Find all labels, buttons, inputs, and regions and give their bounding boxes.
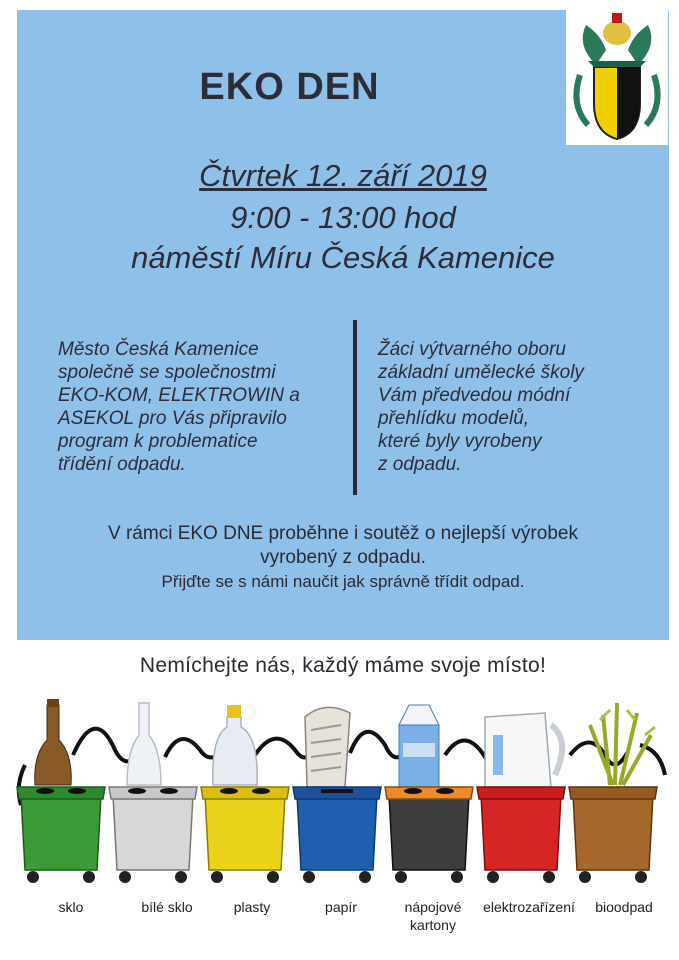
bin-label-bile-sklo: bílé sklo: [141, 899, 193, 915]
event-time: 9:00 - 13:00 hod: [230, 200, 456, 235]
bin-label-sklo: sklo: [58, 899, 84, 915]
organizer-line: Město Česká Kamenice: [58, 339, 259, 360]
newspaper-icon: [305, 707, 350, 787]
slogan: Nemíchejte nás, každý máme svoje místo!: [139, 654, 547, 677]
brown-bottle-icon: [35, 699, 72, 785]
bin-biowaste: [569, 787, 657, 883]
bin-plastics: [201, 787, 289, 883]
fashion-show-line: Vám předvedou módní: [378, 385, 571, 406]
bin-label-napojove-kartony: [393, 898, 473, 934]
town-crest: [566, 5, 668, 145]
bin-glass: [17, 787, 105, 883]
town-crest-icon: [566, 5, 668, 145]
recycling-bins-illustration: [15, 695, 675, 895]
fashion-show-line: z odpadu.: [378, 454, 462, 475]
bin-paper: [293, 787, 381, 883]
kettle-icon: [485, 713, 562, 787]
contest-line: vyrobený z odpadu.: [260, 547, 426, 568]
organizer-line: EKO-KOM, ELEKTROWIN a: [58, 385, 300, 406]
organizer-line: třídění odpadu.: [58, 454, 186, 475]
event-title: EKO DEN: [199, 66, 380, 108]
fashion-show-text: [378, 338, 648, 476]
bin-label-plasty: plasty: [233, 899, 271, 915]
bin-white-glass: [109, 787, 197, 883]
bin-label-papir: papír: [325, 899, 357, 915]
milk-carton-icon: [399, 705, 439, 787]
event-date: Čtvrtek 12. září 2019: [199, 158, 487, 193]
organizer-text: [58, 338, 348, 476]
organizer-line: společně se společnostmi: [58, 362, 276, 383]
bin-label-elektrozarizeni: elektrozařízení: [483, 899, 575, 915]
plastic-bottle-icon: [213, 705, 257, 785]
plant-icon: [590, 703, 655, 785]
fashion-show-line: základní umělecké školy: [378, 362, 584, 383]
clear-bottle-icon: [127, 703, 161, 785]
event-place: náměstí Míru Česká Kamenice: [131, 240, 555, 275]
contest-text: [17, 522, 669, 594]
recycling-bins: [15, 695, 675, 895]
organizer-line: ASEKOL pro Vás připravilo: [58, 408, 287, 429]
fashion-show-line: které byly vyrobeny: [378, 431, 542, 452]
bin-labels: [0, 898, 679, 948]
organizer-line: program k problematice: [58, 431, 258, 452]
fashion-show-line: Žáci výtvarného oboru: [378, 339, 566, 360]
bin-beverage-cartons: [385, 787, 473, 883]
bin-label-line: kartony: [410, 917, 456, 933]
contest-line: V rámci EKO DNE proběhne i soutěž o nejlepší výrobek: [108, 523, 578, 544]
column-divider: [353, 320, 357, 495]
bin-label-line: nápojové: [404, 899, 462, 915]
bin-label-bioodpad: bioodpad: [595, 899, 653, 915]
bin-electronics: [477, 787, 565, 883]
fashion-show-line: přehlídku modelů,: [378, 408, 530, 429]
invitation-line: Přijďte se s námi naučit jak správně třídit odpad.: [161, 572, 525, 591]
